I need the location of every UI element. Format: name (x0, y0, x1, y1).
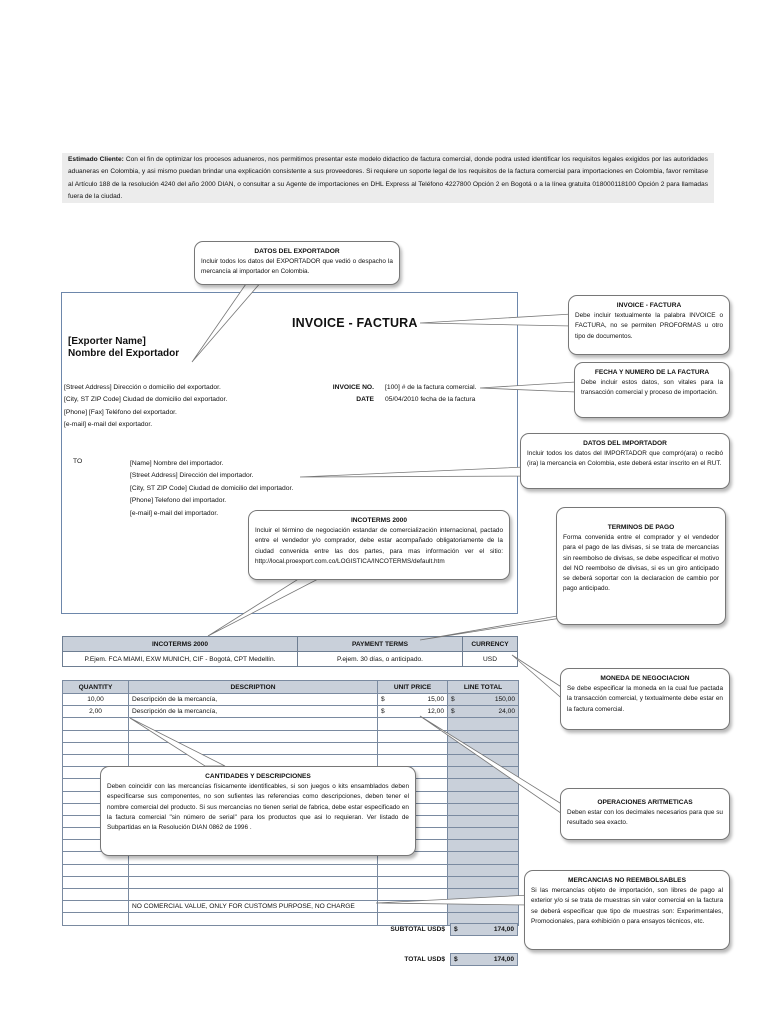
callout-text: Forma convenida entre el comprador y el vendedor para el pago de las divisas, si se trata de mercancías sin reembolso de divisas, se debe especificar el motivo del NO reembolso de divisas, si es un giro anticipado se deberá soportar con la declaracion de cambio por pago anticipado. (563, 534, 719, 593)
callout-title: OPERACIONES ARITMETICAS (597, 799, 693, 806)
row-description: Descripción de la mercancía, (129, 694, 378, 706)
callout-aritmeticas (560, 788, 730, 840)
callout-pago (556, 507, 726, 625)
row-total-currency: $ (448, 694, 460, 706)
payment-terms-value: P.ejem. 30 días, o anticipado. (298, 652, 463, 667)
unit-price-header: UNIT PRICE (378, 681, 448, 694)
callout-noreembolsables (524, 870, 730, 950)
callout-exportador (194, 241, 400, 285)
importer-email: [e-mail] e-mail del importador. (130, 509, 219, 517)
exporter-email: [e-mail] e-mail del exportador. (64, 421, 153, 429)
callout-title: MERCANCIAS NO REEMBOLSABLES (568, 877, 686, 884)
exporter-name-es: Nombre del Exportador (68, 348, 180, 359)
to-label: TO (73, 458, 83, 465)
importer-city: [City, ST ZIP Code] Ciudad de domicilio del importador. (130, 484, 294, 492)
row-quantity: 2,00 (63, 706, 129, 718)
currency-header: CURRENCY (463, 637, 518, 652)
callout-incoterms (248, 510, 510, 580)
pointer-noreembolsables (376, 895, 530, 905)
currency-value: USD (463, 652, 518, 667)
callout-title: DATOS DEL IMPORTADOR (583, 440, 667, 447)
callout-text: Debe incluir estos datos, son vitales para la transacción comercial y proceso de importación. (581, 379, 723, 397)
exporter-street: [Street Address] Dirección o domicilio del exportador. (64, 384, 221, 391)
subtotal-label: SUBTOTAL USD$ (390, 926, 445, 933)
row-description: Descripción de la mercancía, (129, 706, 378, 718)
callout-text: Incluir el término de negociación estandar de comercialización internacional, pactado entre el vendedor y/o comprador, debe estar acompañado obligatoriamente de la ciudad convenida entre las dos partes, para mas información ver el sitio: http://local.proexport.com.co/LOGISTICA/INCOTERMS/default.htm (255, 527, 503, 565)
line-total-header: LINE TOTAL (448, 681, 519, 694)
exporter-name-en: [Exporter Name] (68, 336, 146, 347)
callout-text: Deben estar con los decimales necesarios para que su resultado sea exacto. (567, 809, 723, 827)
callout-text: Se debe especificar la moneda en la cual fue pactada la transacción comercial, y textualmente debe estar en la factura comercial. (567, 685, 723, 713)
date-label: DATE (356, 396, 374, 404)
callout-title: INVOICE - FACTURA (616, 302, 682, 309)
pointer-moneda (512, 655, 566, 702)
callout-title: MONEDA DE NEGOCIACION (600, 675, 690, 682)
invoice-no-label: INVOICE NO. (332, 384, 374, 391)
pointer-exportador (192, 281, 262, 362)
callout-title: CANTIDADES Y DESCRIPCIONES (205, 773, 311, 780)
exporter-phone: [Phone] [Fax] Teléfono del exportador. (64, 408, 177, 416)
callout-title: DATOS DEL EXPORTADOR (254, 248, 340, 255)
importer-name: [Name] Nombre del importador. (130, 460, 224, 467)
callout-text: Incluir todos los datos del EXPORTADOR que vedió o despacho la mercancía al importador en Colombia. (201, 258, 393, 276)
incoterms-header: INCOTERMS 2000 (63, 637, 298, 652)
exporter-city: [City, ST ZIP Code] Ciudad de domicilio del exportador. (64, 396, 228, 404)
importer-street: [Street Address] Dirección del importador. (130, 472, 254, 480)
pointer-invoice (420, 314, 572, 326)
callout-moneda (560, 668, 730, 730)
invoice-title: INVOICE - FACTURA (292, 316, 418, 330)
callout-title: INCOTERMS 2000 (350, 517, 408, 524)
no-commercial-note: NO COMERCIAL VALUE, ONLY FOR CUSTOMS PURPOSE, NO CHARGE (129, 901, 378, 913)
incoterms-value: P.Ejem. FCA MIAMI, EXW MUNICH, CIF - Bogotá, CPT Medellín. (63, 652, 298, 667)
row-unit-currency: $ (378, 706, 390, 718)
pointer-cantidades (130, 718, 225, 766)
description-header: DESCRIPTION (129, 681, 378, 694)
row-quantity: 10,00 (63, 694, 129, 706)
subtotal-value: 174,00 (493, 926, 514, 933)
invoice-no-value: [100] # de la factura comercial. (385, 384, 477, 391)
importer-phone: [Phone] Telefono del importador. (130, 497, 227, 505)
callout-importador (520, 433, 730, 489)
pointer-fecha (480, 382, 576, 392)
date-value: 05/04/2010 fecha de la factura (385, 396, 476, 404)
row-unit-price: 12,00 (390, 706, 448, 718)
callout-invoice (568, 295, 730, 355)
callout-title: TERMINOS DE PAGO (607, 524, 675, 531)
callout-text: Si las mercancías objeto de importación, son libres de pago al exterior y/o si se trata de muestras sin valor comercial en la factura se deberá especificar que tipo de muestras son: Experimentales, Promocionales, para exhibición o para ensayos técnicos, etc. (531, 887, 723, 925)
total-label: TOTAL USD$ (404, 956, 445, 963)
quantity-header: QUANTITY (63, 681, 129, 694)
row-line-total: 150,00 (460, 694, 519, 706)
callout-text: Incluir todos los datos del IMPORTADOR que compró(ara) o recibó (ira) la mercancía en Colombia, este deberá estar inscrito en el RUT. (527, 450, 723, 468)
notice-text: Con el fin de optimizar los procesos aduaneros, nos permitimos presentar este modelo didactico de factura comercial, donde podra usted identificar los requisitos legales exigidos por las autoridades aduaneras en Colombia, y asi mismo puedan brindar una explicación consistente a sus proveedores. Si requiere un soporte legal de los requisitos de la factura comercial para importaciones en Colombia, favor remitase al Artículo 188 de la resolución 4240 del año 2000 DIAN, o consultar a su Agente de importaciones en DHL Express al Teléfono 4227800 Opción 2 en Bogotá o a la línea gratuita 018000118100 Opción 2 para llamadas fuera de la ciudad. (68, 156, 708, 201)
callout-text: Debe incluir textualmente la palabra INVOICE o FACTURA, no se permiten PROFORMAS u otro tipo de documentos. (575, 312, 723, 340)
notice-lead: Estimado Cliente: (68, 156, 124, 163)
total-currency: $ (454, 956, 458, 963)
callout-cantidades (100, 766, 416, 856)
row-unit-currency: $ (378, 694, 390, 706)
row-total-currency: $ (448, 706, 460, 718)
callout-text: Deben coincidir con las mercancías físicamente identificables, si son juegos o kits ensamblados deben especificarse sus componentes, no son sufientes las referencias como descripciones, deben tener el nombre comercial del producto. Si sus mercancías no tienen serial de fabrica, debe estar especificado en la factura comercial "sin número de serial" para los productos que asi lo requieran. Ver listado de Subpartidas en la Resolución DIAN 0862 de 1996 . (107, 783, 409, 832)
callout-title: FECHA Y NUMERO DE LA FACTURA (594, 369, 710, 376)
total-value: 174,00 (493, 956, 514, 963)
pointer-incoterms (208, 578, 320, 636)
payment-terms-header: PAYMENT TERMS (298, 637, 463, 652)
pointer-importador (300, 466, 548, 477)
subtotal-currency: $ (454, 926, 458, 933)
callout-fecha (574, 362, 730, 418)
pointer-aritmeticas (420, 716, 568, 818)
row-line-total: 24,00 (460, 706, 519, 718)
row-unit-price: 15,00 (390, 694, 448, 706)
